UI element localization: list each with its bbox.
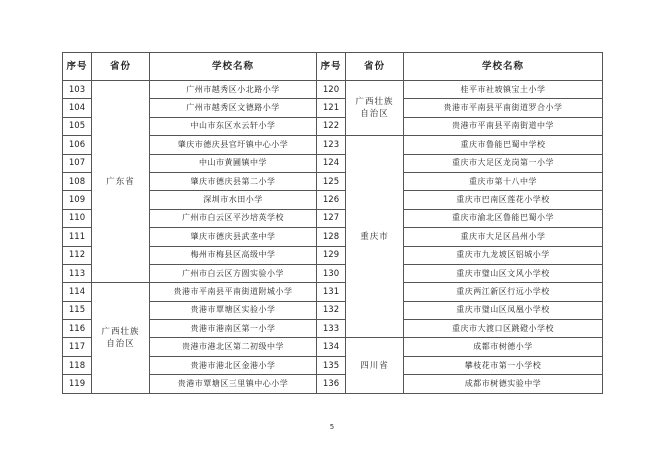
header-school-right: 学校名称 xyxy=(404,53,603,81)
school-name: 贵港市覃塘区三里镇中心小学 xyxy=(150,375,317,393)
school-name: 贵港市港北区金港小学 xyxy=(150,356,317,374)
school-name: 贵港市覃塘区实验小学 xyxy=(150,301,317,319)
school-name: 贵港市平南县平南街道中学 xyxy=(404,117,603,135)
province-cell: 广西壮族自治区 xyxy=(92,283,150,393)
school-name: 成都市树德实验中学 xyxy=(404,375,603,393)
row-index: 108 xyxy=(63,172,92,190)
school-name: 重庆市璧山区文风小学校 xyxy=(404,264,603,282)
school-name: 广州市越秀区文德路小学 xyxy=(150,99,317,117)
school-name: 重庆市大足区龙岗第一小学 xyxy=(404,154,603,172)
school-name: 攀枝花市第一小学校 xyxy=(404,356,603,374)
row-index: 112 xyxy=(63,246,92,264)
row-index: 132 xyxy=(317,301,346,319)
school-name: 贵港市港北区第二初级中学 xyxy=(150,338,317,356)
province-cell: 重庆市 xyxy=(346,136,404,338)
row-index: 109 xyxy=(63,191,92,209)
header-index-right: 序号 xyxy=(317,53,346,81)
row-index: 110 xyxy=(63,209,92,227)
school-name: 肇庆市德庆县第二小学 xyxy=(150,172,317,190)
school-name: 重庆市大足区昌州小学 xyxy=(404,228,603,246)
school-name: 广州市越秀区小北路小学 xyxy=(150,81,317,99)
row-index: 135 xyxy=(317,356,346,374)
header-province-right: 省份 xyxy=(346,53,404,81)
row-index: 126 xyxy=(317,191,346,209)
row-index: 125 xyxy=(317,172,346,190)
row-index: 119 xyxy=(63,375,92,393)
row-index: 136 xyxy=(317,375,346,393)
row-index: 122 xyxy=(317,117,346,135)
school-name: 深圳市水田小学 xyxy=(150,191,317,209)
page-number: 5 xyxy=(329,423,335,431)
row-index: 113 xyxy=(63,264,92,282)
row-index: 129 xyxy=(317,246,346,264)
row-index: 115 xyxy=(63,301,92,319)
row-index: 130 xyxy=(317,264,346,282)
school-name: 肇庆市德庆县武垄中学 xyxy=(150,228,317,246)
school-name: 重庆市第十八中学 xyxy=(404,172,603,190)
province-cell: 四川省 xyxy=(346,338,404,393)
row-index: 117 xyxy=(63,338,92,356)
school-name: 中山市黄圃镇中学 xyxy=(150,154,317,172)
row-index: 128 xyxy=(317,228,346,246)
school-name: 重庆市大渡口区跳磴小学校 xyxy=(404,320,603,338)
school-name: 广州市白云区方圆实验小学 xyxy=(150,264,317,282)
school-name: 重庆市巴南区莲花小学校 xyxy=(404,191,603,209)
row-index: 121 xyxy=(317,99,346,117)
row-index: 116 xyxy=(63,320,92,338)
school-name: 重庆市九龙坡区铝城小学 xyxy=(404,246,603,264)
row-index: 104 xyxy=(63,99,92,117)
table-row xyxy=(63,283,603,301)
school-name: 重庆市鲁能巴蜀中学校 xyxy=(404,136,603,154)
row-index: 106 xyxy=(63,136,92,154)
school-name: 广州市白云区平沙培英学校 xyxy=(150,209,317,227)
school-name: 成都市树德小学 xyxy=(404,338,603,356)
row-index: 111 xyxy=(63,228,92,246)
row-index: 103 xyxy=(63,81,92,99)
school-name: 重庆市渝北区鲁能巴蜀小学 xyxy=(404,209,603,227)
school-name: 重庆两江新区行远小学校 xyxy=(404,283,603,301)
school-name: 贵港市港南区第一小学 xyxy=(150,320,317,338)
school-name: 桂平市社坡镇宝土小学 xyxy=(404,81,603,99)
table-header-row xyxy=(63,53,603,81)
header-province-left: 省份 xyxy=(92,53,150,81)
row-index: 118 xyxy=(63,356,92,374)
row-index: 120 xyxy=(317,81,346,99)
table-row xyxy=(63,81,603,99)
header-school-left: 学校名称 xyxy=(150,53,317,81)
row-index: 127 xyxy=(317,209,346,227)
row-index: 133 xyxy=(317,320,346,338)
school-name: 重庆市璧山区凤凰小学校 xyxy=(404,301,603,319)
school-name: 肇庆市德庆县官圩镇中心小学 xyxy=(150,136,317,154)
school-name: 贵港市平南县平南街道附城小学 xyxy=(150,283,317,301)
row-index: 123 xyxy=(317,136,346,154)
school-name: 中山市东区水云轩小学 xyxy=(150,117,317,135)
school-name: 贵港市平南县平南街道罗合小学 xyxy=(404,99,603,117)
row-index: 114 xyxy=(63,283,92,301)
province-cell: 广东省 xyxy=(92,81,150,283)
row-index: 105 xyxy=(63,117,92,135)
school-name: 梅州市梅县区高级中学 xyxy=(150,246,317,264)
header-index-left: 序号 xyxy=(63,53,92,81)
row-index: 124 xyxy=(317,154,346,172)
row-index: 131 xyxy=(317,283,346,301)
row-index: 107 xyxy=(63,154,92,172)
school-list-table xyxy=(62,52,603,394)
row-index: 134 xyxy=(317,338,346,356)
province-cell: 广西壮族自治区 xyxy=(346,81,404,136)
